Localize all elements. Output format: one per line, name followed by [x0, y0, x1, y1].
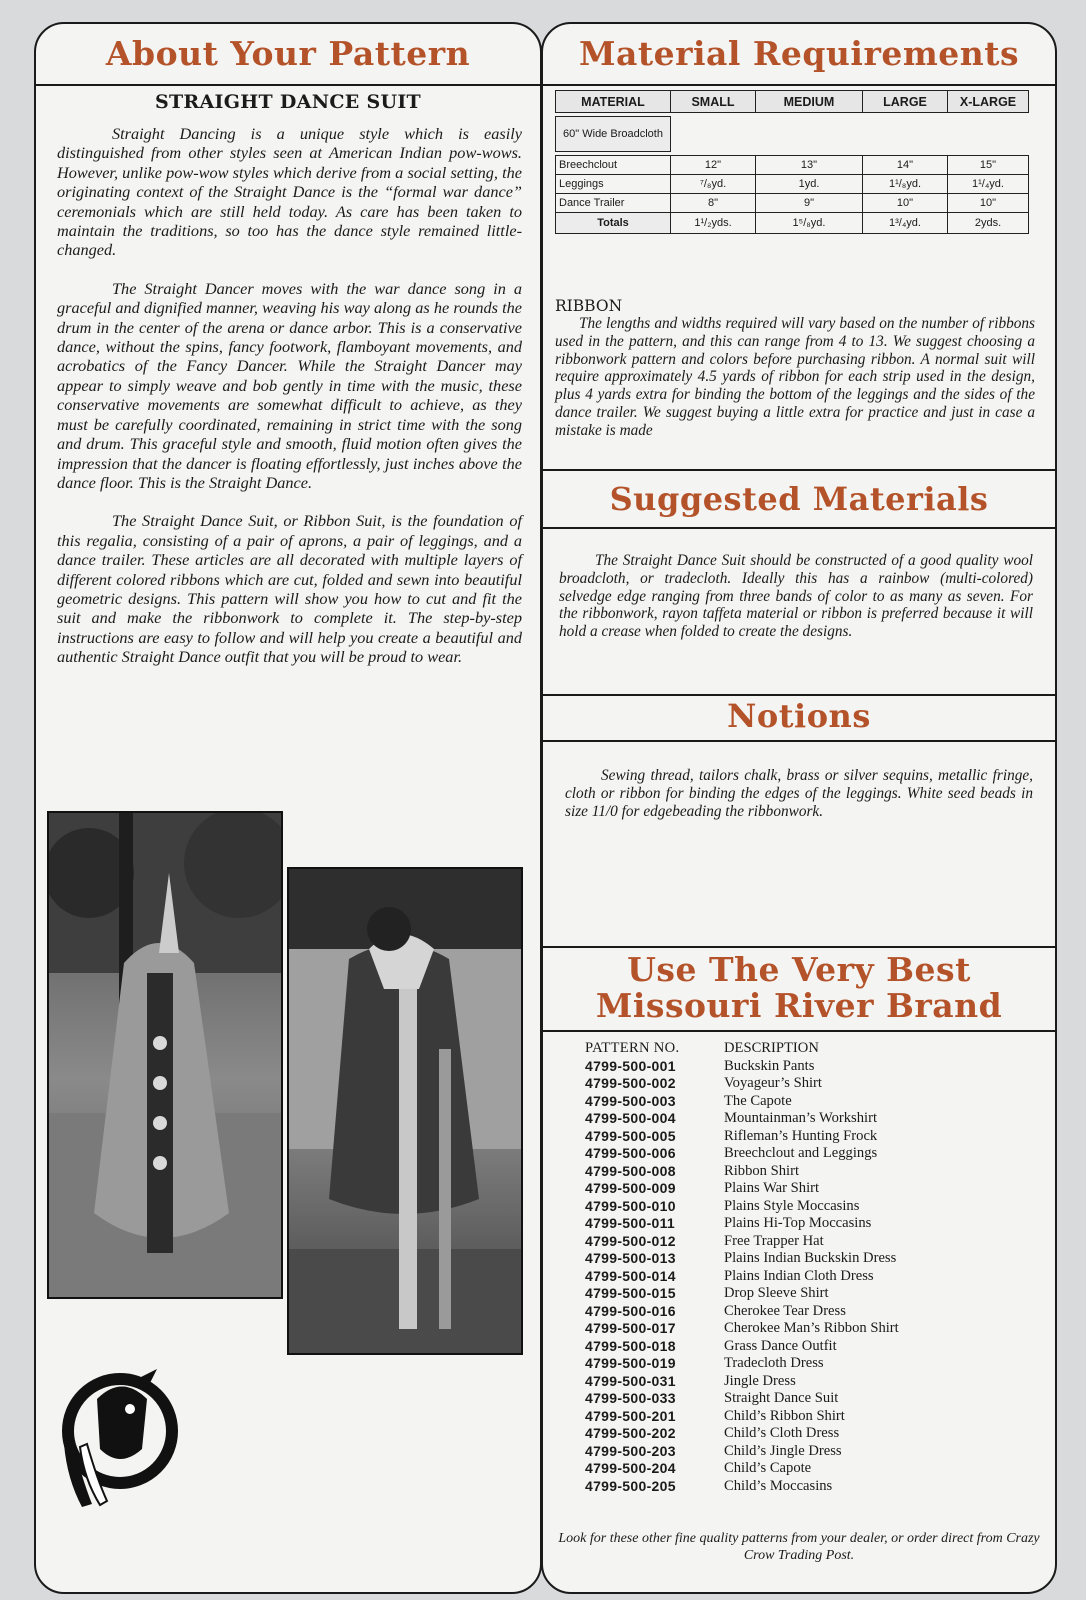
- about-paragraph: Straight Dancing is a unique style which is easily distinguished from other styles seen at American Indian pow-wows. However, unlike pow-wow styles which derive from a social setting, the originating context of the Straight Dance is the “formal war dance” ceremonials which are still held today. As care has been taken to maintain the traditions, so too has the dance style remained little-changed.: [57, 124, 522, 260]
- list-item: [585, 1110, 899, 1128]
- table-cell: 15": [948, 156, 1029, 175]
- description-header: DESCRIPTION: [724, 1040, 819, 1056]
- totals-label: Totals: [556, 213, 671, 234]
- totals-row: [556, 213, 1029, 234]
- pattern-number: 4799-500-003: [585, 1092, 676, 1109]
- table-cell: 1¹/₄yd.: [948, 175, 1029, 194]
- pattern-number: 4799-500-202: [585, 1425, 676, 1441]
- pattern-number: 4799-500-004: [585, 1110, 676, 1126]
- footer-note: Look for these other fine quality patterns from your dealer, or order direct from Crazy Crow Trading Post.: [558, 1531, 1040, 1563]
- table-header: SMALL: [671, 91, 756, 113]
- pattern-number: 4799-500-006: [585, 1145, 676, 1161]
- pattern-description: Straight Dance Suit: [724, 1390, 839, 1406]
- suggested-materials-text: The Straight Dance Suit should be constructed of a good quality wool broadcloth, or tradecloth. Ideally this has a rainbow (multi-colored) selvedge edge ranging from three bands of color to as many as seven. For the ribbonwork, rayon taffeta material or ribbon is preferred because it will hold a crease when folded to create the designs.: [559, 552, 1033, 641]
- pattern-number: 4799-500-201: [585, 1407, 676, 1424]
- pattern-description: Child’s Moccasins: [724, 1477, 833, 1494]
- pattern-number: 4799-500-011: [585, 1215, 676, 1231]
- pattern-number: 4799-500-203: [585, 1442, 676, 1459]
- list-item: [585, 1303, 899, 1321]
- list-item: [585, 1443, 899, 1461]
- table-cell: 1yd.: [756, 175, 863, 194]
- about-title: About Your Pattern: [36, 24, 540, 86]
- pattern-description: Voyageur’s Shirt: [724, 1075, 822, 1091]
- list-item: [585, 1390, 899, 1408]
- crazy-crow-logo: [52, 1369, 182, 1509]
- table-row: [556, 175, 1029, 194]
- pattern-description: Plains War Shirt: [724, 1180, 820, 1196]
- pattern-description: Grass Dance Outfit: [724, 1337, 837, 1354]
- ribbon-title: RIBBON: [555, 297, 623, 315]
- about-paragraph: The Straight Dancer moves with the war dance song in a graceful and dignified manner, weaving his way along as he rounds the drum in the center of the arena or dance arbor. This is a conservative dance, without the spins, fancy footwork, flamboyant movements, and acrobatics of the Fancy Dancer. While the Straight Dancer may appear to simply weave and bob gently in time with the music, these conservative movements are somewhat difficult to achieve, as they must be carefully coordinated, remaining in strict time with the song and drum. This graceful style and smooth, fluid motion often gives the impression that the dancer is floating effortlessly, just inches above the dance floor. This is the Straight Dance.: [57, 278, 522, 492]
- list-item: [585, 1285, 899, 1303]
- material-table: [555, 90, 1029, 234]
- table-cell: 1¹/₈yd.: [863, 175, 948, 194]
- pattern-description: Plains Style Moccasins: [724, 1197, 860, 1214]
- pattern-description: Buckskin Pants: [724, 1057, 815, 1074]
- pattern-description: Child’s Jingle Dress: [724, 1442, 842, 1459]
- pattern-description: Cherokee Tear Dress: [724, 1302, 846, 1319]
- list-item: [585, 1250, 899, 1268]
- pattern-number: 4799-500-012: [585, 1232, 676, 1249]
- list-item: [585, 1128, 899, 1146]
- pattern-number: 4799-500-019: [585, 1355, 676, 1371]
- list-item: [585, 1478, 899, 1496]
- pattern-description: The Capote: [724, 1092, 792, 1109]
- list-item: [585, 1408, 899, 1426]
- table-header-row: [556, 91, 1029, 113]
- brand-title-line: Missouri River Brand: [595, 986, 1003, 1025]
- pattern-number: 4799-500-002: [585, 1075, 676, 1091]
- notions-title: Notions: [543, 694, 1055, 742]
- list-item: [585, 1145, 899, 1163]
- pattern-description: Free Trapper Hat: [724, 1232, 824, 1249]
- pattern-number: 4799-500-018: [585, 1337, 676, 1354]
- list-item: [585, 1198, 899, 1216]
- pattern-number: 4799-500-033: [585, 1390, 676, 1406]
- pattern-description: Drop Sleeve Shirt: [724, 1285, 829, 1301]
- pattern-description: Mountainman’s Workshirt: [724, 1110, 877, 1126]
- table-header: X-LARGE: [948, 91, 1029, 113]
- list-item: [585, 1338, 899, 1356]
- table-header: MATERIAL: [556, 91, 671, 113]
- ribbon-text-body: The lengths and widths required will vary based on the number of ribbons used in the pattern, and this can range from 4 to 13. We suggest choosing a ribbonwork pattern and colors before purchasing ribbon. A normal suit will require approximately 4.5 yards of ribbon for each strip used in the design, plus 4 yards extra for binding the bottom of the leggings and the sides of the dance trailer. We suggest buying a little extra for practice and just in case a mistake is made: [555, 315, 1035, 439]
- pattern-number: 4799-500-014: [585, 1267, 676, 1284]
- pattern-number: 4799-500-013: [585, 1250, 676, 1266]
- pattern-description: Child’s Cloth Dress: [724, 1425, 840, 1441]
- pattern-number: 4799-500-016: [585, 1302, 676, 1319]
- pattern-description: Child’s Ribbon Shirt: [724, 1407, 845, 1424]
- brand-title: [543, 946, 1055, 1032]
- pattern-number: 4799-500-204: [585, 1460, 676, 1476]
- table-cell: 10": [863, 194, 948, 213]
- list-item: [585, 1268, 899, 1286]
- table-cell: 13": [756, 156, 863, 175]
- list-item: [585, 1355, 899, 1373]
- table-cell: 2yds.: [948, 213, 1029, 234]
- list-item: [585, 1425, 899, 1443]
- table-cell: 12": [671, 156, 756, 175]
- row-label: Leggings: [556, 175, 671, 194]
- table-cell: ⁷/₈yd.: [671, 175, 756, 194]
- pattern-number: 4799-500-009: [585, 1180, 676, 1196]
- table-cell: 9": [756, 194, 863, 213]
- list-item: [585, 1373, 899, 1391]
- pattern-number: 4799-500-015: [585, 1285, 676, 1301]
- list-item: [585, 1215, 899, 1233]
- broadcloth-label: 60" Wide Broadcloth: [556, 117, 671, 152]
- pattern-description: Breechclout and Leggings: [724, 1145, 878, 1161]
- pattern-list-header: [585, 1040, 899, 1058]
- pattern-description: Plains Hi-Top Moccasins: [724, 1215, 872, 1231]
- list-item: [585, 1460, 899, 1478]
- list-item: [585, 1163, 899, 1181]
- ribbon-text: [555, 315, 1035, 440]
- table-header: MEDIUM: [756, 91, 863, 113]
- list-item: [585, 1075, 899, 1093]
- pattern-no-header: PATTERN NO.: [585, 1040, 680, 1056]
- pattern-number: 4799-500-205: [585, 1477, 676, 1494]
- pattern-number: 4799-500-031: [585, 1372, 676, 1389]
- table-cell: 1¹/₂yds.: [671, 213, 756, 234]
- table-cell: 1³/₄yd.: [863, 213, 948, 234]
- table-cell: 8": [671, 194, 756, 213]
- pattern-number: 4799-500-017: [585, 1320, 676, 1336]
- pattern-description: Tradecloth Dress: [724, 1355, 824, 1371]
- dancer-photo-side: [287, 867, 523, 1355]
- list-item: [585, 1058, 899, 1076]
- pattern-description: Jingle Dress: [724, 1372, 796, 1389]
- pattern-number: 4799-500-001: [585, 1057, 676, 1074]
- table-cell: 10": [948, 194, 1029, 213]
- suggested-materials-title: Suggested Materials: [543, 469, 1055, 529]
- notions-text: Sewing thread, tailors chalk, brass or silver sequins, metallic fringe, cloth or ribbon for binding the edges of the leggings. White seed beads in size 11/0 for edgebeading the ribbonwork.: [565, 767, 1033, 820]
- list-item: [585, 1320, 899, 1338]
- about-panel: [34, 22, 542, 1594]
- about-text: [57, 124, 522, 686]
- material-panel: [541, 22, 1057, 1594]
- list-item: [585, 1180, 899, 1198]
- material-requirements-title: Material Requirements: [543, 24, 1055, 86]
- table-row: [556, 156, 1029, 175]
- pattern-description: Ribbon Shirt: [724, 1162, 800, 1179]
- pattern-number: 4799-500-008: [585, 1162, 676, 1179]
- table-header: LARGE: [863, 91, 948, 113]
- table-cell: 1⁵/₈yd.: [756, 213, 863, 234]
- pattern-number: 4799-500-005: [585, 1127, 676, 1144]
- pattern-list: [585, 1040, 899, 1495]
- suit-title: STRAIGHT DANCE SUIT: [154, 91, 422, 113]
- pattern-description: Child’s Capote: [724, 1460, 812, 1476]
- row-label: Breechclout: [556, 156, 671, 175]
- about-paragraph: The Straight Dance Suit, or Ribbon Suit, is the foundation of this regalia, consisting of a pair of aprons, a pair of leggings, and a dance trailer. These articles are all decorated with multiple layers of different colored ribbons which are cut, folded and sewn into beautiful geometric designs. This pattern will show you how to cut and fit the suit and make the ribbonwork to complete it. The step-by-step instructions are easy to follow and will help you create a beautiful and authentic Straight Dance outfit that you will be proud to wear.: [57, 511, 522, 667]
- pattern-description: Plains Indian Cloth Dress: [724, 1267, 874, 1284]
- list-item: [585, 1093, 899, 1111]
- pattern-description: Cherokee Man’s Ribbon Shirt: [724, 1320, 899, 1336]
- table-row: [556, 194, 1029, 213]
- pattern-description: Plains Indian Buckskin Dress: [724, 1250, 897, 1266]
- table-cell: 14": [863, 156, 948, 175]
- list-item: [585, 1233, 899, 1251]
- dancer-photo-back: [47, 811, 283, 1299]
- table-row: [556, 117, 1029, 152]
- pattern-number: 4799-500-010: [585, 1197, 676, 1214]
- pattern-description: Rifleman’s Hunting Frock: [724, 1127, 878, 1144]
- row-label: Dance Trailer: [556, 194, 671, 213]
- brand-title-line: Use The Very Best: [627, 950, 971, 989]
